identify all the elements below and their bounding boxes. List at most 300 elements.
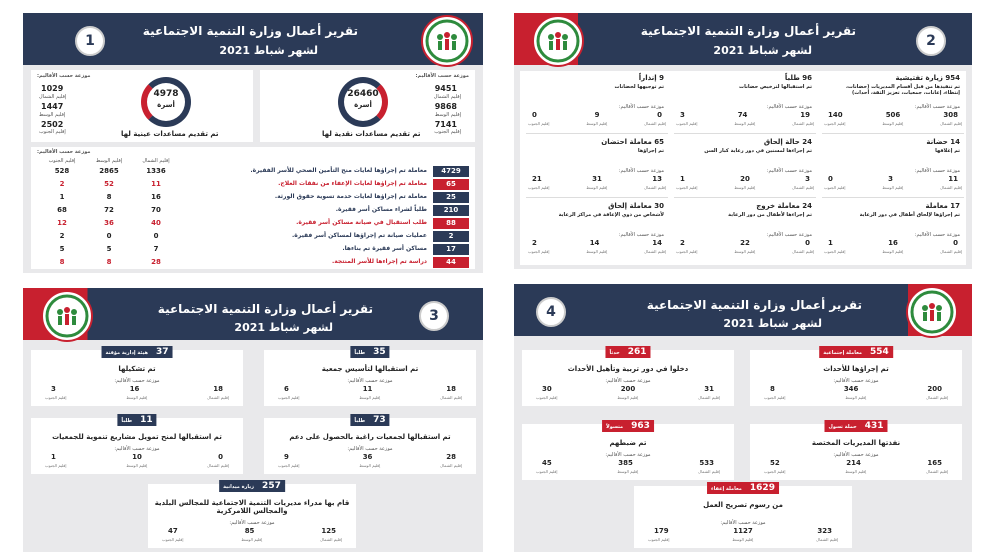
row-value: 2 [433, 231, 469, 242]
row-label: معاملة تم إجراؤها لغايات منح التأمين الصحي للأسر الفقيرة. [250, 167, 427, 174]
north-label: إقليم الشمال [940, 185, 962, 190]
middle-label: إقليم الوسط [241, 537, 263, 542]
middle-label: إقليم الوسط [39, 112, 66, 118]
middle-label: إقليم الوسط [617, 395, 639, 400]
row-north: 0 [153, 232, 159, 240]
stat-values [828, 175, 958, 183]
south-label: إقليم الجنوب [824, 249, 846, 254]
stat-card [31, 415, 243, 474]
badge-number: 35 [373, 347, 386, 357]
row-north: 28 [151, 258, 161, 266]
middle-value: 3 [888, 175, 893, 183]
stat-badge [602, 420, 654, 432]
row-label: دراسة تم إجراءها للأسر المنتجة. [331, 258, 427, 265]
stat-card [634, 483, 852, 548]
panel-title: تقرير أعمال وزارة التنمية الاجتماعية [640, 24, 856, 38]
north-value: 31 [704, 385, 714, 393]
middle-label: إقليم الوسط [845, 395, 867, 400]
card-values [770, 385, 942, 393]
stat-head: 96 طلباً [784, 74, 812, 82]
card-values [542, 459, 714, 467]
row-label: طلباً لشراء مساكن أسر فقيرة. [335, 206, 427, 213]
north-value: 165 [927, 459, 942, 467]
north-value: 323 [817, 527, 832, 535]
north-label: إقليم الشمال [644, 249, 666, 254]
row-middle: 8 [106, 258, 112, 266]
badge-number: 431 [864, 421, 884, 431]
dist-title: موزعة حسب الأقاليم: [347, 378, 393, 384]
panel-header [23, 13, 483, 65]
row-label: معاملة تم إجراؤها لغايات الإعفاء من نفقات العلاج. [278, 180, 427, 187]
table-row [31, 204, 475, 217]
dist-title: موزعة حسب الأقاليم: [766, 168, 812, 174]
ministry-logo [421, 15, 473, 67]
dist-title: موزعة حسب الأقاليم: [605, 452, 651, 458]
row-middle: 2865 [99, 167, 119, 175]
north-label: إقليم الشمال [207, 395, 229, 400]
row-value: 210 [433, 205, 469, 216]
north-value: 0 [805, 239, 810, 247]
row-south: 8 [59, 258, 65, 266]
south-label: إقليم الجنوب [278, 395, 300, 400]
stat-badge [350, 346, 389, 358]
card-desc: تم إجراؤها للأحداث [823, 365, 889, 373]
north-label: إقليم الشمال [433, 94, 461, 100]
middle-value: 1127 [733, 527, 753, 535]
south-value: 3 [680, 111, 685, 119]
dist-title: موزعة حسب الأقاليم: [766, 232, 812, 238]
middle-label: إقليم الوسط [586, 249, 608, 254]
card-labels [278, 395, 462, 400]
dist-title: موزعة حسب الأقاليم: [618, 104, 664, 110]
badge-number: 37 [155, 347, 169, 357]
south-value: 1 [51, 453, 56, 461]
dist-title: موزعة حسب الأقاليم: [37, 149, 91, 155]
middle-value: 1447 [41, 102, 64, 111]
stat-labels [676, 185, 814, 190]
south-value: 2 [680, 239, 685, 247]
card-desc: نفذتها المديريات المختصة [811, 439, 901, 447]
badge-text: هيئة إدارية مؤقتة [105, 350, 148, 356]
row-south: 2 [59, 180, 65, 188]
south-value: 140 [828, 111, 843, 119]
north-value: 3 [805, 175, 810, 183]
north-value: 533 [699, 459, 714, 467]
row-south: 5 [59, 245, 65, 253]
south-value: 45 [542, 459, 552, 467]
row-label: طلب استقبال في صيانة مساكن أسر فقيرة. [296, 219, 427, 226]
stat-card [750, 347, 962, 406]
north-value: 0 [657, 111, 662, 119]
stat-desc: تم تنفيذها من قبل أقسام المديريات (حضانات، إنتظاء، إعانات، جمعيات، تعزيز الثقة، أحداث) [846, 84, 960, 96]
stat-labels [528, 249, 666, 254]
stat-values [680, 175, 810, 183]
panel-subtitle: لشهر شباط 2021 [219, 44, 318, 57]
panel-3-cards [23, 288, 483, 552]
stat-labels [528, 185, 666, 190]
south-label: إقليم الجنوب [676, 185, 698, 190]
north-value: 1029 [41, 84, 64, 93]
stat-values [532, 111, 662, 119]
panel-4-cards [514, 284, 972, 552]
north-label: إقليم الشمال [926, 395, 948, 400]
south-value: 21 [532, 175, 542, 183]
north-value: 125 [321, 527, 336, 535]
middle-value: 14 [589, 239, 600, 247]
card-labels [162, 537, 342, 542]
south-label: إقليم الجنوب [824, 185, 846, 190]
row-label: معاملة تم إجراؤها لغايات خدمة تسوية حقوق الورثة. [274, 193, 427, 200]
card-values [51, 385, 223, 393]
middle-label: إقليم الوسط [882, 185, 904, 190]
card-values [284, 453, 456, 461]
dist-title: موزعة حسب الأقاليم: [37, 73, 91, 79]
dist-title: موزعة حسب الأقاليم: [618, 168, 664, 174]
stat-desc: تم توجيهها لحضانات [614, 84, 664, 90]
south-label: إقليم الجنوب [528, 185, 550, 190]
north-label: إقليم الشمال [644, 121, 666, 126]
box-caption: تم تقديم مساعدات عينية لها [121, 130, 219, 138]
card-labels [764, 469, 948, 474]
badge-number: 11 [140, 415, 153, 425]
north-label: إقليم الشمال [207, 463, 229, 468]
badge-text: معاملة إعفاء [711, 486, 742, 492]
south-label: إقليم الجنوب [162, 537, 184, 542]
middle-label: إقليم الوسط [845, 469, 867, 474]
stat-head: 30 معاملة إلحاق [608, 202, 664, 210]
middle-value: 74 [737, 111, 748, 119]
middle-label: إقليم الوسط [434, 112, 461, 118]
stat-desc: لأشخاص من ذوي الإعاقة في مراكز الرعاية [558, 212, 664, 218]
middle-value: 16 [129, 385, 140, 393]
stat-head: 17 معاملة [925, 202, 960, 210]
row-south: 2 [59, 232, 65, 240]
panel-title: تقرير أعمال وزارة التنمية الاجتماعية [646, 298, 862, 312]
stat-labels [676, 249, 814, 254]
north-label: إقليم الشمال [792, 249, 814, 254]
row-middle: 0 [106, 232, 112, 240]
card-values [168, 527, 336, 535]
south-label: إقليم الجنوب [676, 121, 698, 126]
panel-subtitle: لشهر شباط 2021 [713, 44, 812, 57]
row-north: 70 [151, 206, 161, 214]
north-value: 200 [927, 385, 942, 393]
stat-labels [824, 121, 962, 126]
stat-desc: تم إغلاقها [935, 148, 960, 154]
card-labels [278, 463, 462, 468]
stats-grid-cells [520, 71, 966, 265]
south-value: 2502 [41, 120, 64, 129]
inkind-assistance-card [31, 70, 253, 142]
stat-head: 24 حالة إلحاق [763, 138, 812, 146]
south-label: إقليم الجنوب [764, 395, 786, 400]
north-value: 11 [948, 175, 958, 183]
row-north: 40 [151, 219, 161, 227]
card-labels [536, 469, 720, 474]
middle-label: إقليم الوسط [359, 395, 381, 400]
ring-unit: أسرة [157, 101, 175, 109]
badge-number: 73 [373, 415, 386, 425]
stat-head: 65 معاملة احتضان [601, 138, 664, 146]
row-value: 88 [433, 218, 469, 229]
stat-card [264, 415, 476, 474]
row-south: 1 [59, 193, 65, 201]
stat-cell [526, 71, 668, 134]
row-north: 1336 [146, 167, 166, 175]
stat-values [532, 175, 662, 183]
stat-head: 954 زيارة تفتيشية [895, 74, 960, 82]
badge-text: طلباً [354, 418, 366, 424]
ring-value: 4978 [153, 89, 179, 99]
dist-title: موزعة حسب الأقاليم: [914, 232, 960, 238]
dist-title: موزعة حسب الأقاليم: [766, 104, 812, 110]
report-panel-2 [514, 13, 972, 269]
north-value: 18 [213, 385, 223, 393]
stat-values [828, 111, 958, 119]
ring-unit: أسرة [354, 101, 372, 109]
card-desc: من رسوم تصريح العمل [703, 501, 783, 509]
stat-card [264, 347, 476, 406]
stat-cell [526, 199, 668, 261]
badge-text: طلباً [354, 350, 366, 356]
card-values [542, 385, 714, 393]
row-north: 16 [151, 193, 161, 201]
north-label: إقليم الشمال [698, 469, 720, 474]
card-desc: دخلوا في دور تربية وتأهيل الأحداث [567, 365, 689, 373]
dist-title: موزعة حسب الأقاليم: [415, 73, 469, 79]
row-value: 65 [433, 179, 469, 190]
north-label: إقليم الشمال [440, 463, 462, 468]
south-value: 0 [828, 175, 833, 183]
middle-value: 36 [362, 453, 373, 461]
panel-title: تقرير أعمال وزارة التنمية الاجتماعية [142, 24, 358, 38]
south-value: 1 [828, 239, 833, 247]
north-value: 0 [953, 239, 958, 247]
middle-value: 9 [594, 111, 600, 119]
row-middle: 8 [106, 193, 112, 201]
south-label: إقليم الجنوب [39, 129, 66, 135]
row-label: عمليات صيانة تم إجراؤها لمساكن أسر فقيرة. [292, 232, 427, 239]
north-value: 13 [652, 175, 662, 183]
card-labels [45, 395, 229, 400]
middle-label: إقليم الوسط [126, 463, 148, 468]
card-values [654, 527, 832, 535]
panel-number: 3 [419, 301, 449, 331]
middle-value: 22 [740, 239, 750, 247]
stat-values [680, 111, 810, 119]
stat-badge [707, 482, 779, 494]
panel-number: 1 [75, 26, 105, 56]
stat-card [750, 421, 962, 480]
stat-cell [822, 135, 964, 198]
north-value: 14 [652, 239, 662, 247]
stat-card [31, 347, 243, 406]
north-label: إقليم الشمال [644, 185, 666, 190]
middle-value: 506 [885, 111, 901, 119]
stat-cell [674, 71, 816, 134]
dist-title: موزعة حسب الأقاليم: [114, 446, 160, 452]
dist-title: موزعة حسب الأقاليم: [720, 520, 766, 526]
south-label: إقليم الجنوب [528, 121, 550, 126]
panel-subtitle: لشهر شباط 2021 [234, 321, 333, 334]
table-row [31, 165, 475, 178]
stat-card [148, 481, 356, 548]
badge-number: 554 [870, 347, 889, 357]
row-value: 17 [433, 244, 469, 255]
south-value: 52 [770, 459, 780, 467]
middle-label: إقليم الوسط [586, 185, 608, 190]
card-values [284, 385, 456, 393]
south-label: إقليم الجنوب [528, 249, 550, 254]
panel-title: تقرير أعمال وزارة التنمية الاجتماعية [157, 302, 373, 316]
north-label: إقليم الشمال [320, 537, 342, 542]
stat-desc: تم إجراءها لمسنين في دور رعاية كبار السن [704, 148, 812, 154]
table-row [31, 191, 475, 204]
table-row [31, 230, 475, 243]
middle-value: 9868 [434, 102, 457, 111]
cash-assistance-card [260, 70, 475, 142]
south-value: 3 [51, 385, 56, 393]
middle-value: 346 [843, 385, 859, 393]
stat-badge [824, 420, 887, 432]
card-labels [536, 395, 720, 400]
middle-label: إقليم الوسط [882, 249, 904, 254]
south-value: 8 [770, 385, 775, 393]
panel-number: 4 [536, 297, 566, 327]
middle-value: 31 [592, 175, 602, 183]
dist-title: موزعة حسب الأقاليم: [605, 378, 651, 384]
row-middle: 72 [104, 206, 114, 214]
north-label: إقليم الشمال [940, 121, 962, 126]
stat-badge [117, 414, 156, 426]
stats-grid [520, 71, 966, 265]
south-label: إقليم الجنوب [45, 395, 67, 400]
panel-header [514, 13, 972, 65]
stat-cell [822, 71, 964, 134]
stat-head: 14 حضانة [926, 138, 960, 146]
stat-values [532, 239, 662, 247]
badge-number: 1629 [749, 483, 775, 493]
col-middle: إقليم الوسط [95, 158, 123, 164]
stat-badge [819, 346, 893, 358]
south-label: إقليم الجنوب [648, 537, 670, 542]
report-panel-4 [514, 284, 972, 552]
box-caption: تم تقديم مساعدات نقدية لها [322, 130, 421, 138]
stat-cell [674, 199, 816, 261]
badge-text: زيارة ميدانية [223, 484, 255, 490]
north-label: إقليم الشمال [440, 395, 462, 400]
south-label: إقليم الجنوب [278, 463, 300, 468]
stat-values [828, 239, 958, 247]
middle-value: 214 [846, 459, 861, 467]
row-south: 68 [57, 206, 67, 214]
row-value: 4729 [433, 166, 469, 177]
stat-card [522, 421, 734, 480]
panel-number: 2 [916, 26, 946, 56]
stat-cell [526, 135, 668, 198]
regions-table [31, 147, 475, 269]
row-label: مساكن أسر فقيرة تم بناءها. [342, 245, 427, 252]
dist-title: موزعة حسب الأقاليم: [914, 104, 960, 110]
south-label: إقليم الجنوب [824, 121, 846, 126]
stat-values [680, 239, 810, 247]
stat-labels [528, 121, 666, 126]
north-label: إقليم الشمال [698, 395, 720, 400]
table-row [31, 217, 475, 230]
stat-head: 9 إنذاراً [638, 74, 664, 82]
stat-labels [824, 249, 962, 254]
badge-text: حدثاً [609, 350, 620, 356]
north-label: إقليم الشمال [926, 469, 948, 474]
dist-title: موزعة حسب الأقاليم: [618, 232, 664, 238]
south-label: إقليم الجنوب [536, 395, 558, 400]
card-desc: تم استقبالها لتأسيس جمعية [321, 365, 419, 373]
card-desc: تم ضبطهم [609, 439, 647, 447]
stat-cell [674, 135, 816, 198]
row-south: 528 [54, 167, 70, 175]
card-desc: قام بها مدراء مديريات التنمية الاجتماعية للمجالس البلدية والمجالس اللامركزية [154, 499, 350, 515]
badge-text: معاملة إجتماعية [823, 350, 862, 356]
stat-cell [822, 199, 964, 261]
middle-value: 385 [618, 459, 633, 467]
dist-title: موزعة حسب الأقاليم: [833, 452, 879, 458]
stat-card [522, 347, 734, 406]
middle-label: إقليم الوسط [734, 121, 756, 126]
table-row [31, 243, 475, 256]
ministry-logo [532, 15, 584, 67]
badge-text: حملة تسول [828, 424, 857, 430]
badge-text: متسولاً [606, 424, 624, 430]
middle-label: إقليم الوسط [882, 121, 904, 126]
row-middle: 5 [106, 245, 112, 253]
south-label: إقليم الجنوب [434, 129, 461, 135]
north-value: 28 [446, 453, 456, 461]
col-north: إقليم الشمال [142, 158, 170, 164]
south-value: 30 [542, 385, 552, 393]
ring-value: 26460 [347, 89, 379, 99]
north-label: إقليم الشمال [39, 94, 67, 100]
north-label: إقليم الشمال [816, 537, 838, 542]
stat-badge [605, 346, 650, 358]
card-labels [648, 537, 838, 542]
south-value: 7141 [434, 120, 457, 129]
stat-desc: تم استقبالها لترخيص حضانات [739, 84, 812, 90]
card-desc: تم استقبالها لجمعيات راغبة بالحصول على دعم [289, 433, 451, 441]
card-desc: تم استقبالها لمنح تمويل مشاريع تنموية للجمعيات [52, 433, 222, 441]
row-north: 11 [151, 180, 161, 188]
south-value: 6 [284, 385, 289, 393]
panel-subtitle: لشهر شباط 2021 [723, 317, 822, 330]
south-label: إقليم الجنوب [536, 469, 558, 474]
table-row [31, 256, 475, 269]
north-value: 9451 [434, 84, 457, 93]
middle-label: إقليم الوسط [617, 469, 639, 474]
middle-value: 10 [132, 453, 142, 461]
row-north: 7 [153, 245, 159, 253]
stat-badge [219, 480, 285, 492]
stat-head: 24 معاملة خروج [756, 202, 812, 210]
middle-label: إقليم الوسط [586, 121, 608, 126]
stat-desc: تم إجراءها لأطفال من دور الرعاية [728, 212, 812, 218]
row-middle: 52 [104, 180, 114, 188]
south-value: 2 [532, 239, 537, 247]
dist-title: موزعة حسب الأقاليم: [914, 168, 960, 174]
middle-label: إقليم الوسط [126, 395, 148, 400]
badge-number: 261 [627, 347, 647, 357]
row-value: 44 [433, 257, 469, 268]
dist-title: موزعة حسب الأقاليم: [347, 446, 393, 452]
row-south: 12 [57, 219, 67, 227]
